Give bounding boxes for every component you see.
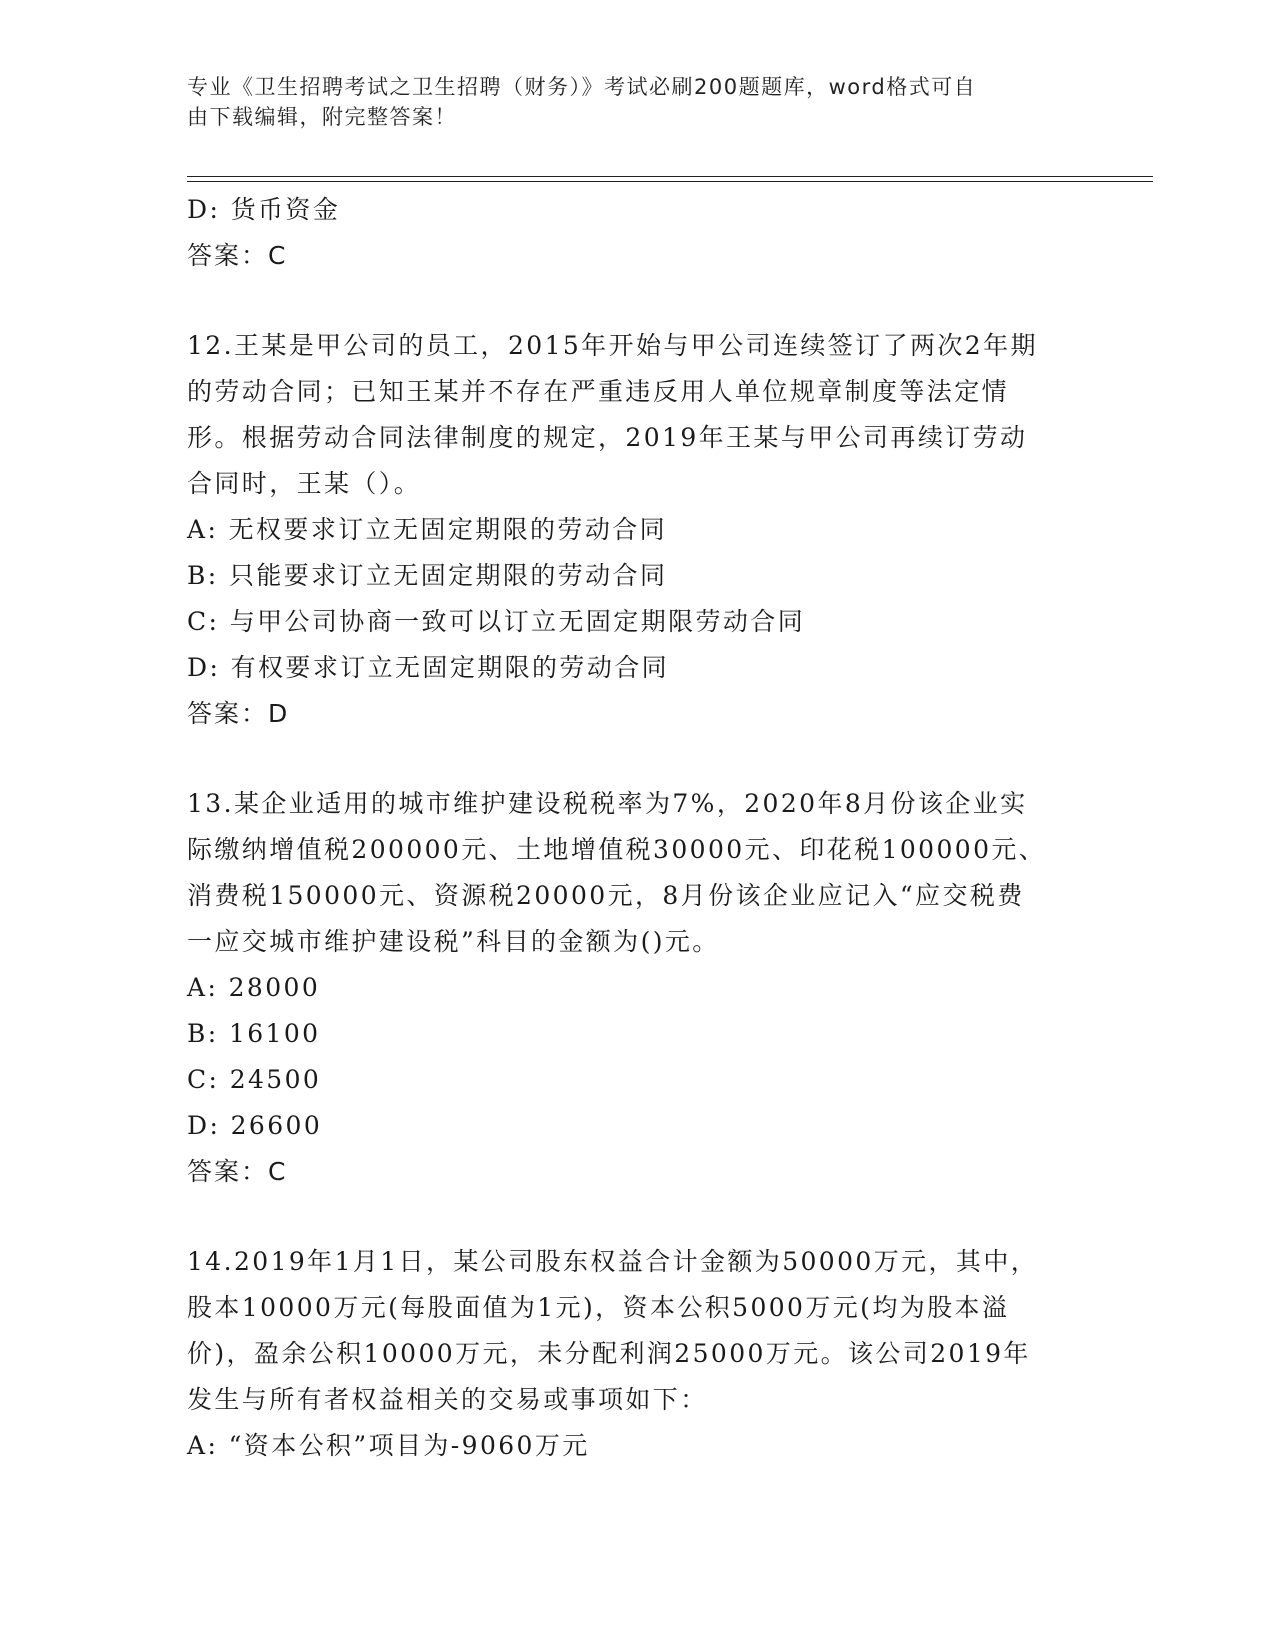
spacer [187, 279, 1087, 323]
answer-line: 答案：D [187, 699, 290, 728]
question-11-tail [187, 187, 1087, 279]
question-12 [187, 323, 1087, 737]
header-divider-bottom [187, 181, 1153, 182]
question-13 [187, 781, 1087, 1195]
stem-line: 13.某企业适用的城市维护建设税税率为7%，2020年8月份该企业实 [187, 789, 1028, 818]
page-header [187, 72, 1067, 132]
question-stem [187, 323, 1087, 507]
option-b: B: 只能要求订立无固定期限的劳动合同 [187, 561, 668, 590]
stem-line: 际缴纳增值税200000元、土地增值税30000元、印花税100000元、 [187, 835, 1047, 864]
question-stem [187, 1239, 1087, 1423]
spacer [187, 737, 1087, 781]
stem-line: 价)，盈余公积10000万元，未分配利润25000万元。该公司2019年 [187, 1339, 1031, 1368]
stem-line: 消费税150000元、资源税20000元，8月份该企业应记入“应交税费 [187, 881, 1025, 910]
stem-line: 合同时，王某（）。 [187, 469, 422, 498]
stem-line: 股本10000万元(每股面值为1元)，资本公积5000万元(均为股本溢 [187, 1293, 1010, 1322]
answer-line: 答案：C [187, 1157, 288, 1186]
answer-line: 答案：C [187, 241, 288, 270]
stem-line: 形。根据劳动合同法律制度的规定，2019年王某与甲公司再续订劳动 [187, 423, 1028, 452]
option-a: A: 28000 [187, 973, 321, 1002]
stem-line: 14.2019年1月1日，某公司股东权益合计金额为50000万元，其中， [187, 1247, 1039, 1276]
question-stem [187, 781, 1087, 965]
option-c: C: 24500 [187, 1065, 322, 1094]
stem-line: 的劳动合同；已知王某并不存在严重违反用人单位规章制度等法定情 [187, 377, 1010, 406]
option-d: D: 26600 [187, 1111, 323, 1140]
option-d: D: 有权要求订立无固定期限的劳动合同 [187, 653, 670, 682]
option-d: D: 货币资金 [187, 195, 341, 224]
header-line-1: 专业《卫生招聘考试之卫生招聘（财务）》考试必刷200题题库，word格式可自 [187, 75, 977, 99]
question-content [187, 187, 1087, 1469]
header-line-2: 由下载编辑，附完整答案！ [187, 105, 457, 129]
question-14 [187, 1239, 1087, 1469]
option-c: C: 与甲公司协商一致可以订立无固定期限劳动合同 [187, 607, 806, 636]
option-b: B: 16100 [187, 1019, 321, 1048]
header-divider-top [187, 176, 1153, 177]
option-a: A: 无权要求订立无固定期限的劳动合同 [187, 515, 668, 544]
stem-line: 发生与所有者权益相关的交易或事项如下： [187, 1385, 708, 1414]
stem-line: 12.王某是甲公司的员工，2015年开始与甲公司连续签订了两次2年期 [187, 331, 1038, 360]
option-a: A: “资本公积”项目为-9060万元 [187, 1431, 590, 1460]
stem-line: 一应交城市维护建设税”科目的金额为()元。 [187, 927, 720, 956]
spacer [187, 1195, 1087, 1239]
